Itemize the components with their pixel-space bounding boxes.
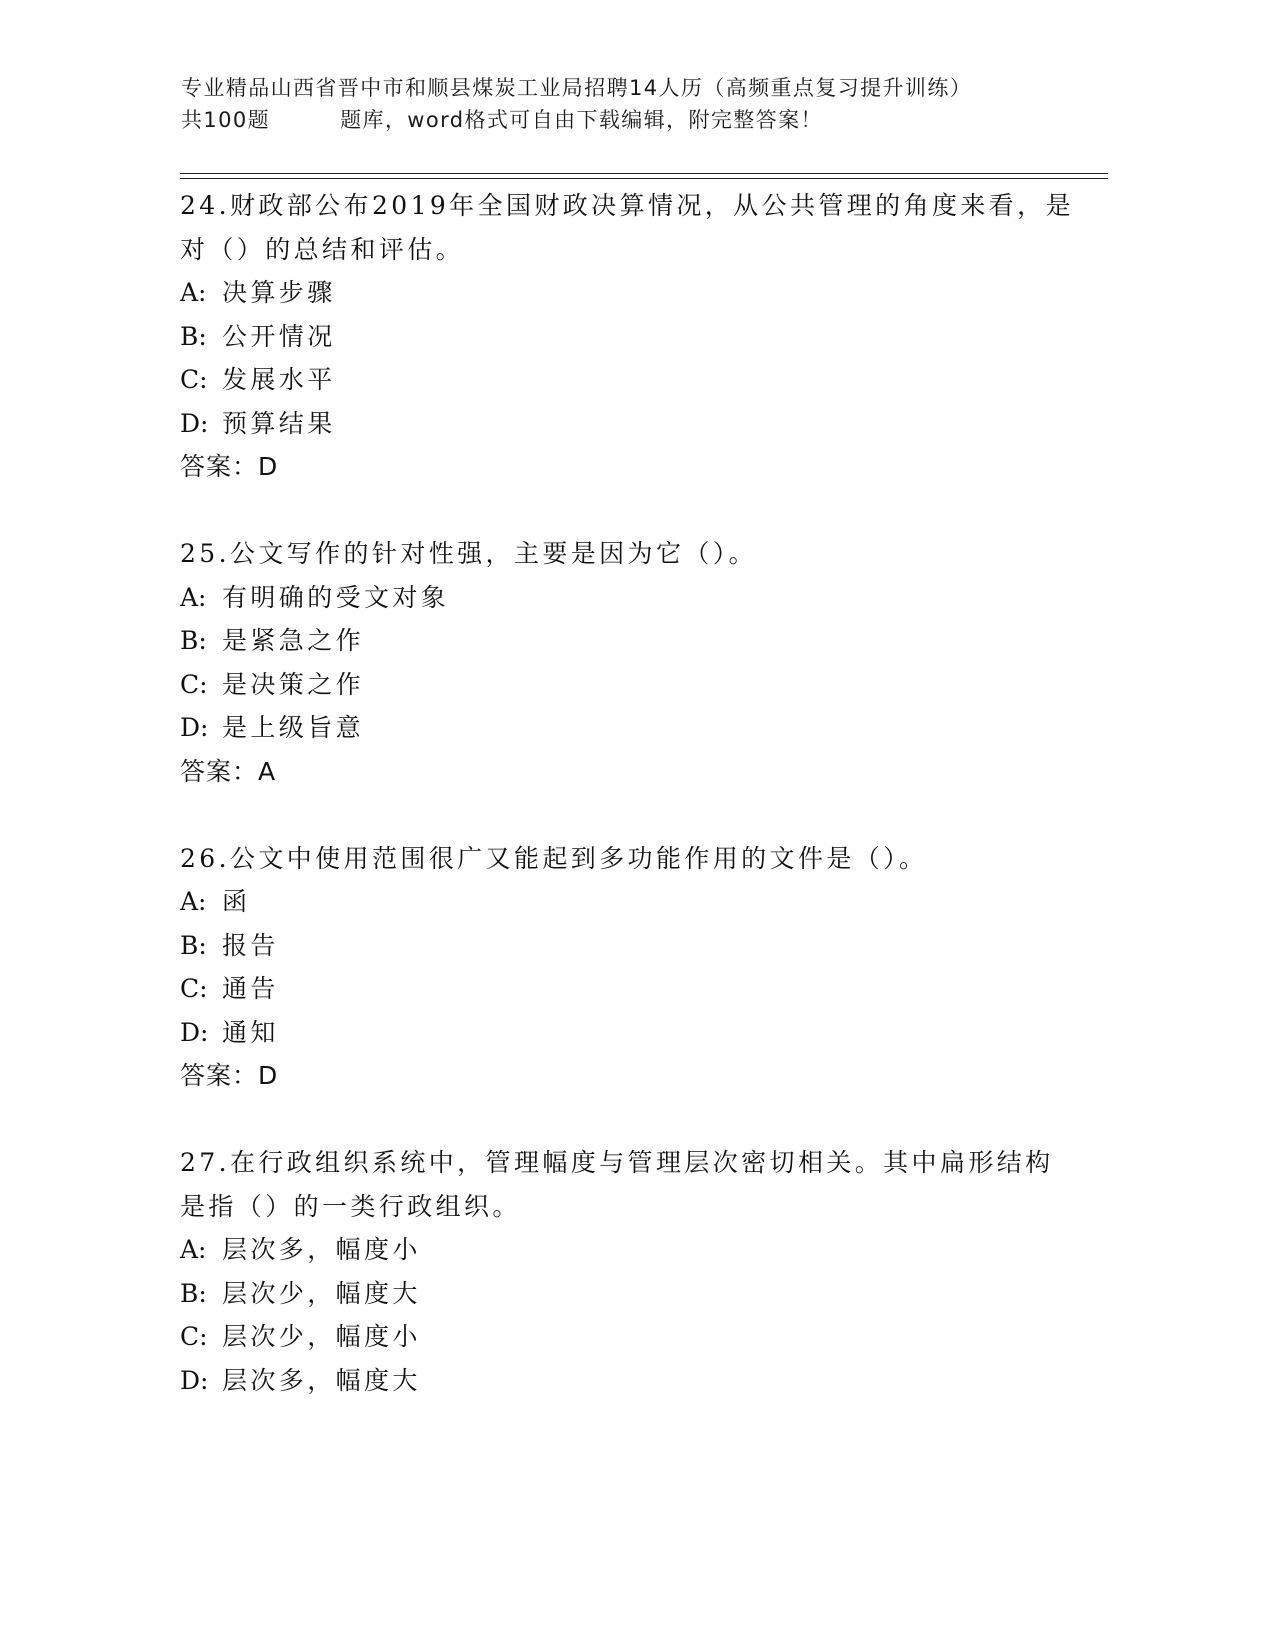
header-question-count: 共100题	[181, 108, 271, 132]
question-stem: 24.财政部公布2019年全国财政决算情况，从公共管理的角度来看，是对（）的总结和评估。	[180, 191, 1074, 264]
header-subtitle-line	[181, 104, 1101, 136]
option-text: 预算结果	[222, 408, 336, 438]
header-divider-bottom	[180, 178, 1108, 179]
option-b	[180, 315, 1080, 359]
option-label: A:	[180, 887, 207, 916]
option-label: D:	[180, 713, 209, 742]
option-a	[180, 880, 1080, 924]
option-text: 是紧急之作	[222, 626, 365, 655]
option-d	[180, 706, 1080, 750]
option-text: 发展水平	[222, 365, 336, 394]
option-label: A:	[180, 582, 207, 612]
option-c	[180, 663, 1080, 707]
option-text: 层次少，幅度小	[222, 1322, 421, 1351]
option-label: B:	[180, 930, 207, 960]
question-26	[180, 837, 1080, 1142]
option-text: 有明确的受文对象	[222, 582, 450, 612]
option-b	[180, 924, 1080, 968]
option-text: 层次多，幅度小	[222, 1235, 421, 1264]
option-label: D:	[180, 1017, 209, 1047]
option-text: 通告	[222, 974, 279, 1003]
option-label: C:	[180, 974, 208, 1003]
option-d	[180, 402, 1080, 446]
question-stem: 26.公文中使用范围很广又能起到多功能作用的文件是（）。	[180, 843, 928, 873]
option-label: A:	[180, 278, 207, 307]
option-label: C:	[180, 669, 208, 699]
question-27	[180, 1141, 1080, 1402]
option-label: B:	[180, 321, 207, 351]
option-text: 是上级旨意	[222, 713, 365, 742]
question-stem: 27.在行政组织系统中，管理幅度与管理层次密切相关。其中扁形结构是指（）的一类行政组织。	[180, 1148, 1054, 1221]
option-a	[180, 1228, 1080, 1272]
header-title-line: 专业精品山西省晋中市和顺县煤炭工业局招聘14人历（高频重点复习提升训练）	[181, 76, 973, 100]
option-a	[180, 576, 1080, 620]
option-text: 报告	[222, 930, 279, 960]
option-text: 函	[222, 887, 251, 916]
option-label: C:	[180, 1322, 208, 1351]
option-text: 决算步骤	[222, 278, 336, 307]
option-text: 公开情况	[222, 321, 336, 351]
option-label: B:	[180, 1278, 207, 1308]
option-b	[180, 619, 1080, 663]
question-25	[180, 532, 1080, 837]
question-spacer	[180, 1098, 1080, 1142]
option-text: 是决策之作	[222, 669, 365, 699]
header-description: 题库，word格式可自由下载编辑，附完整答案！	[340, 108, 823, 132]
option-label: D:	[180, 408, 209, 438]
option-label: C:	[180, 365, 208, 394]
option-a	[180, 271, 1080, 315]
option-text: 层次少，幅度大	[222, 1278, 421, 1308]
answer-line: 答案：A	[180, 756, 277, 786]
answer-line: 答案：D	[180, 1061, 279, 1090]
option-b	[180, 1272, 1080, 1316]
option-d	[180, 1011, 1080, 1055]
header-divider-top	[180, 173, 1108, 174]
option-label: A:	[180, 1235, 207, 1264]
question-spacer	[180, 793, 1080, 837]
question-stem: 25.公文写作的针对性强，主要是因为它（）。	[180, 539, 758, 568]
option-text: 层次多，幅度大	[222, 1365, 421, 1395]
question-list	[180, 184, 1080, 1402]
option-label: D:	[180, 1365, 209, 1395]
option-c	[180, 1315, 1080, 1359]
option-c	[180, 358, 1080, 402]
option-text: 通知	[222, 1017, 279, 1047]
answer-line: 答案：D	[180, 452, 279, 481]
question-spacer	[180, 489, 1080, 533]
question-24	[180, 184, 1080, 532]
option-label: B:	[180, 626, 207, 655]
document-header	[181, 72, 1101, 136]
option-c	[180, 967, 1080, 1011]
option-d	[180, 1359, 1080, 1403]
